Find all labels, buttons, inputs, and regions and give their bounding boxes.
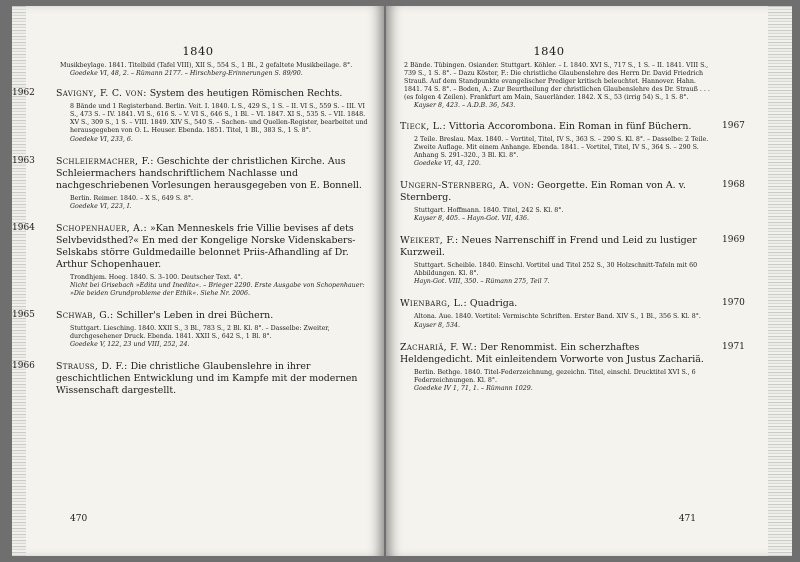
entry-reference: Nicht bei Grisebach »Edita und Inedita«. – Brieger 2290. Erste Ausgabe von Schopenhauer: »Die beiden Grundprobleme der Ethik«. Siehe Nr. 2006. <box>70 281 365 298</box>
entry-reference: Goedeke V, 122, 23 und VIII, 252, 24. <box>70 341 190 349</box>
entry-title <box>56 310 368 322</box>
entry-title <box>56 88 368 100</box>
entry-list <box>12 62 368 409</box>
entry-number: 1963 <box>12 155 35 166</box>
entry-title <box>56 361 368 397</box>
entry-reference: Goedeke VI, 43, 120. <box>414 159 481 167</box>
bibliography-entry <box>12 222 368 298</box>
entry-title <box>400 298 710 310</box>
entry-author: Ungern-Sternberg, A. von: <box>400 179 535 191</box>
entry-author: Schopenhauer, A.: <box>56 222 147 234</box>
entry-title <box>56 156 368 192</box>
entry-title <box>400 121 710 133</box>
entry-author: Schleiermacher, F.: <box>56 155 154 167</box>
entry-reference: Kayser 8, 534. <box>414 321 461 329</box>
entry-reference: Goedeke IV 1, 71, 1. – Rümann 1029. <box>414 384 533 392</box>
entry-body: 2 Bände. Tübingen. Osiander. Stuttgart. Köhler. – I. 1840. XVI S., 717 S., 1 S. – II. 1841. VIII S., 739 S., 1 S. 8°. – Dazu Köster, F.: Die christliche Glaubenslehre des Herrn Dr. David Friedrich Strauß. Auf dem Standpunkte evangelischer Prediger kritisch beleuchtet. Hannover. Hahn. 1841. 74 S. 8°. – Boden, A.: Zur Beurtheilung der christlichen Glaubenslehre des Dr. Strauß . . . (es folgen 4 Zeilen). Frankfurt am Main, Sauerländer. 1842. X S., 53 (irrig 54) S., 1 S. 8°. <box>404 62 710 102</box>
entry-title-text: Die christliche Glaubenslehre in ihrer geschichtlichen Entwicklung und im Kampfe mit der modernen Wissenschaft dargestellt. <box>56 361 358 397</box>
entry-reference: Kayser 8, 405. – Hayn-Got. VII, 436. <box>414 215 530 223</box>
entry-title-text: Georgette. Ein Roman von A. v. Sternberg. <box>400 179 686 203</box>
entry-author: Schwab, G.: <box>56 310 114 322</box>
entry-reference: Goedeke VI, 233, 6. <box>70 135 133 143</box>
bibliography-entry <box>12 310 368 349</box>
entry-body: Berlin. Bethge. 1840. Titel-Federzeichnung, gezeichn. Titel, einschl. Drucktitel XVI S., 6 Federzeichnungen. Kl. 8°. <box>414 368 696 384</box>
entry-title-text: »Kan Menneskels frie Villie bevises af dets Selvbevidsthed?« En med der Kongelige Norske Videnskabers-Selskabs större Guldmedaille belonnet Priis-Afhandling af Dr. Arthur Schopenhauer. <box>56 222 356 270</box>
entry-number: 1967 <box>722 120 745 131</box>
left-page <box>12 6 384 556</box>
bibliography-entry <box>400 341 745 393</box>
entry-number: 1970 <box>722 298 745 309</box>
entry-author: Strauss, D. F.: <box>56 361 128 373</box>
bibliography-entry <box>400 235 745 286</box>
bibliography-entry <box>12 88 368 143</box>
entry-body: Musikbeylage. 1841. Titelbild (Tafel VIII), XII S., 554 S., 1 Bl., 2 gefaltete Musikbeilage. 8°. <box>60 62 353 69</box>
entry-reference: Goedeke VI, 48, 2. – Rümann 2177. – Hirschberg-Erinnerungen S. 89/90. <box>70 70 303 78</box>
entry-body: 2 Teile. Breslau. Max. 1840. – Vortitel, Titel, IV S., 363 S. – 290 S. Kl. 8°. – Dasselbe: 2 Teile. Zweite Auflage. Mit einem Anhange. Ebenda. 1841. – Vortitel, Titel, IV S., 364 S. – 290 S. Anhang S. 291–320., 3 Bl. Kl. 8°. <box>414 135 709 159</box>
entry-body: Altona. Aue. 1840. Vortitel: Vermischte Schriften. Erster Band. XIV S., 1 Bl., 356 S. Kl. 8°. <box>414 313 701 321</box>
page-edge <box>768 6 792 556</box>
entry-title-text: Vittoria Accorombona. Ein Roman in fünf Büchern. <box>449 120 692 132</box>
entry-number: 1968 <box>722 179 745 190</box>
entry-author: Tieck, L.: <box>400 120 447 132</box>
entry-author: Wienbarg, L.: <box>400 298 467 310</box>
entry-body: Berlin. Reimer. 1840. – X S., 649 S. 8°. <box>70 194 193 202</box>
entry-title <box>400 180 710 204</box>
entry-number: 1966 <box>12 361 35 372</box>
entry-title-text: Quadriga. <box>469 298 518 310</box>
entry-body: Stuttgart. Hoffmann. 1840. Titel, 242 S. Kl. 8°. <box>414 206 564 214</box>
entry-author: Zachariä, F. W.: <box>400 341 478 353</box>
entry-body: 8 Bände und 1 Registerband. Berlin. Veit. I. 1840. L S., 429 S., 1 S. – II. VI S., 559 S. – III. VI S., 473 S. – IV. 1841. VI S., 616 S. – V. VI S., 646 S., 1 Bl. – VI. 1847. XI S., 535 S. – VII. 1848. XV S., 309 S., 1 S. – VIII. 1849. XIV S., 540 S. – Sachen- und Quellen-Register, bearbeitet und herausgegeben von O. L. Heuser. Ebenda. 1851. Titel, 1 Bl., 383 S., 1 S. 8°. <box>70 103 368 135</box>
entry-number: 1964 <box>12 222 35 233</box>
entry-list <box>400 62 745 405</box>
entry-title <box>400 235 710 259</box>
entry-title-text: Neues Narrenschiff in Frend und Leid zu lustiger Kurzweil. <box>400 235 697 259</box>
entry-title-text: System des heutigen Römischen Rechts. <box>149 88 343 100</box>
page-number: 470 <box>70 514 88 524</box>
entry-reference: Kayser 8, 423. – A.D.B. 36, 543. <box>414 102 516 110</box>
running-header: 1840 <box>533 44 565 58</box>
entry-reference: Hayn-Got. VIII, 350. – Rümann 275, Teil 7. <box>414 278 550 286</box>
page-number: 471 <box>678 514 696 524</box>
entry-number: 1969 <box>722 235 745 246</box>
bibliography-entry <box>12 155 368 211</box>
bibliography-entry <box>400 120 745 168</box>
entry-number: 1971 <box>722 341 745 352</box>
bibliography-entry <box>400 298 745 329</box>
running-header: 1840 <box>182 44 214 58</box>
entry-title <box>56 223 368 271</box>
entry-body: Stuttgart. Liesching. 1840. XXII S., 3 Bl., 783 S., 2 Bl. Kl. 8°. – Dasselbe: Zweiter, durchgesehener Druck. Ebenda. 1841. XXII S., 642 S., 1 Bl. 8°. <box>70 325 330 341</box>
entry-body: Trondhjem. Hoeg. 1840. S. 3–100. Deutscher Text. 4°. <box>70 273 243 281</box>
entry-body: Stuttgart. Scheible. 1840. Einschl. Vortitel und Titel 252 S., 30 Holzschnitt-Tafeln mit 60 Abbildungen. Kl. 8°. <box>414 262 698 278</box>
entry-author: Weikert, F.: <box>400 235 459 247</box>
entry-title-text: Geschichte der christlichen Kirche. Aus Schleiermachers handschriftlichem Nachlasse und nachgeschriebenen Vorlesungen herausgegeben von E. Bonnell. <box>56 155 362 191</box>
bibliography-entry <box>12 361 368 397</box>
continued-entry <box>400 62 710 111</box>
continued-entry <box>56 62 368 78</box>
entry-title-text: Schiller's Leben in drei Büchern. <box>116 310 274 322</box>
entry-number: 1965 <box>12 310 35 321</box>
bibliography-entry <box>400 179 745 223</box>
entry-reference: Goedeke VI, 223, I. <box>70 202 132 210</box>
right-page <box>386 6 792 556</box>
entry-title <box>400 342 710 366</box>
entry-title-text: Der Renommist. Ein scherzhaftes Heldengedicht. Mit einleitendem Vorworte von Justus Zachariä. <box>400 341 704 365</box>
entry-number: 1962 <box>12 88 35 99</box>
entry-author: Savigny, F. C. von: <box>56 88 147 100</box>
